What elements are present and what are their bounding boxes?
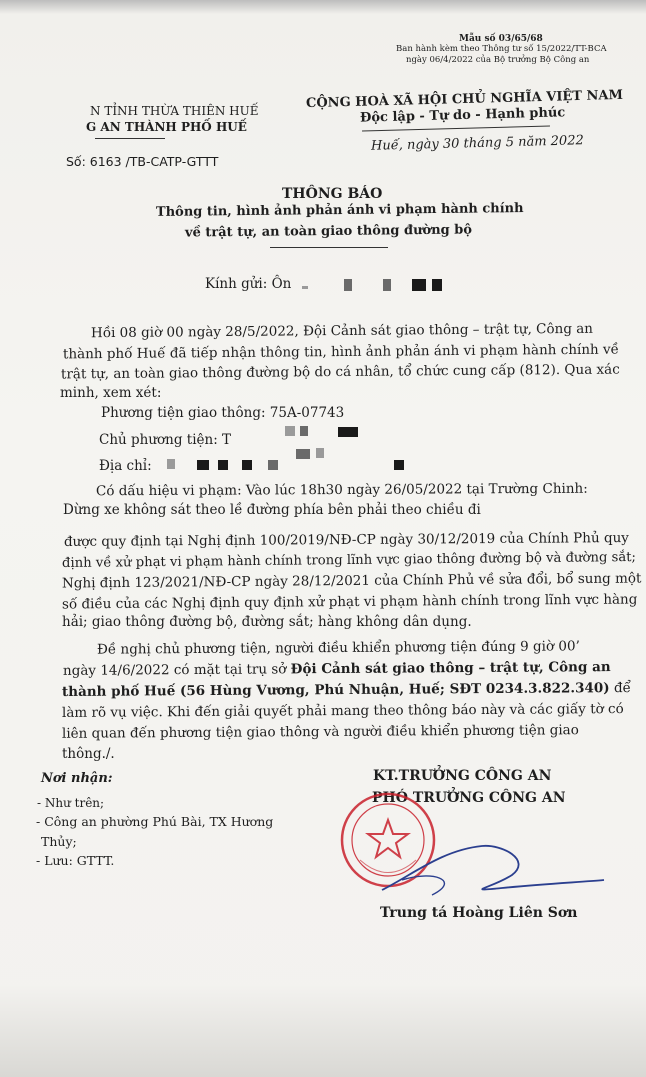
doc-title: THÔNG BÁO: [282, 186, 383, 202]
p4-line5: liên quan đến phương tiện giao thông và người điều khiển phương tiện giao: [61, 722, 579, 742]
country-name: CỘNG HOÀ XÃ HỘI CHỦ NGHĨA VIỆT NAM: [305, 87, 624, 112]
redaction: [432, 279, 442, 291]
org-underline: [95, 138, 165, 139]
p4-line1: Đề nghị chủ phương tiện, người điều khiển phương tiện đúng 9 giờ 00’: [96, 638, 580, 658]
p2-line1: Có dấu hiệu vi phạm: Vào lúc 18h30 ngày 26/05/2022 tại Trường Chinh:: [95, 480, 588, 500]
issued-by-line2: ngày 06/4/2022 của Bộ trưởng Bộ Công an: [406, 55, 590, 65]
motto: Độc lập - Tự do - Hạnh phúc: [359, 105, 566, 126]
redaction: [302, 286, 308, 289]
title-underline: [270, 247, 388, 248]
vehicle-owner: Chủ phương tiện: T: [99, 432, 232, 448]
recipient-item-2b: Thủy;: [41, 834, 77, 849]
sign-title-1: KT.TRƯỞNG CÔNG AN: [373, 768, 552, 784]
p3-line5: hải; giao thông đường bộ, đường sắt; hàng không dân dụng.: [62, 614, 472, 630]
redaction: [242, 460, 252, 470]
p1-line2: thành phố Huế đã tiếp nhận thông tin, hình ảnh phản ánh vi phạm hành chính về: [62, 341, 619, 363]
org-line2: G AN THÀNH PHỐ HUẾ: [86, 120, 247, 134]
p2-line2: Dừng xe không sát theo lề đường phía bên phải theo chiều đi: [63, 502, 481, 518]
redaction: [285, 426, 295, 436]
org-line1: N TỈNH THỪA THIÊN HUẾ: [90, 104, 259, 118]
page-shadow: [0, 0, 646, 14]
p4-line2: ngày 14/6/2022 có mặt tại trụ sở Đội Cảnh sát giao thông – trật tự, Công an: [62, 659, 611, 679]
redaction: [316, 448, 324, 458]
form-number: Mẫu số 03/65/68: [459, 34, 543, 44]
motto-underline: [362, 126, 550, 132]
p4-line4: làm rõ vụ việc. Khi đến giải quyết phải mang theo thông báo này và các giấy tờ có: [61, 701, 624, 721]
issued-by-line1: Ban hành kèm theo Thông tư số 15/2022/TT-BCA: [396, 44, 607, 54]
p3-line4: số điều của các Nghị định quy định xử phạt vi phạm hành chính trong lĩnh vực hàng: [61, 591, 638, 613]
p4-line6: thông./.: [62, 746, 115, 762]
sign-title-2: PHÓ TRƯỞNG CÔNG AN: [372, 790, 566, 806]
p3-line2: định về xử phạt vi phạm hành chính trong lĩnh vực giao thông đường bộ và đường sắt;: [61, 549, 637, 572]
recipient-item-3: - Lưu: GTTT.: [36, 853, 115, 868]
redaction: [197, 460, 209, 470]
doc-subtitle-2: về trật tự, an toàn giao thông đường bộ: [184, 222, 473, 241]
p3-line3: Nghị định 123/2021/NĐ-CP ngày 28/12/2021 của Chính Phủ về sửa đổi, bổ sung một: [61, 570, 642, 592]
noi-nhan-label: Nơi nhận:: [41, 771, 113, 786]
redaction: [218, 460, 228, 470]
redaction: [338, 427, 358, 437]
redaction: [296, 449, 310, 459]
address-label: Địa chỉ:: [99, 458, 152, 474]
doc-number: Số: 6163 /TB-CATP-GTTT: [66, 154, 219, 169]
redaction: [412, 279, 426, 291]
redaction: [300, 426, 308, 436]
signer-name: Trung tá Hoàng Liên Sơn: [380, 905, 578, 921]
vehicle-plate: Phương tiện giao thông: 75A-07743: [101, 405, 345, 421]
p1-line3: trật tự, an toàn giao thông đường bộ do cá nhân, tổ chức cung cấp (812). Qua xác: [60, 361, 620, 383]
p3-line1: được quy định tại Nghị định 100/2019/NĐ-CP ngày 30/12/2019 của Chính Phủ quy: [63, 530, 629, 550]
page-bottom-shade: [0, 985, 646, 1077]
redaction: [383, 279, 391, 291]
signature: [372, 840, 612, 910]
redaction: [344, 279, 352, 291]
doc-subtitle-1: Thông tin, hình ảnh phản ánh vi phạm hành chính: [155, 201, 524, 220]
p1-line4: minh, xem xét:: [60, 385, 162, 401]
redaction: [268, 460, 278, 470]
redaction: [394, 460, 404, 470]
redaction: [167, 459, 175, 469]
p4-line3: thành phố Huế (56 Hùng Vương, Phú Nhuận, Huế; SĐT 0234.3.822.340) để: [61, 680, 631, 700]
recipient-label: Kính gửi: Ôn: [205, 276, 292, 292]
recipient-item-2: - Công an phường Phú Bài, TX Hương: [36, 814, 274, 829]
p1-line1: Hồi 08 giờ 00 ngày 28/5/2022, Đội Cảnh sát giao thông – trật tự, Công an: [90, 320, 594, 342]
date-line: Huế, ngày 30 tháng 5 năm 2022: [370, 133, 584, 154]
recipient-item-1: - Như trên;: [37, 796, 105, 810]
